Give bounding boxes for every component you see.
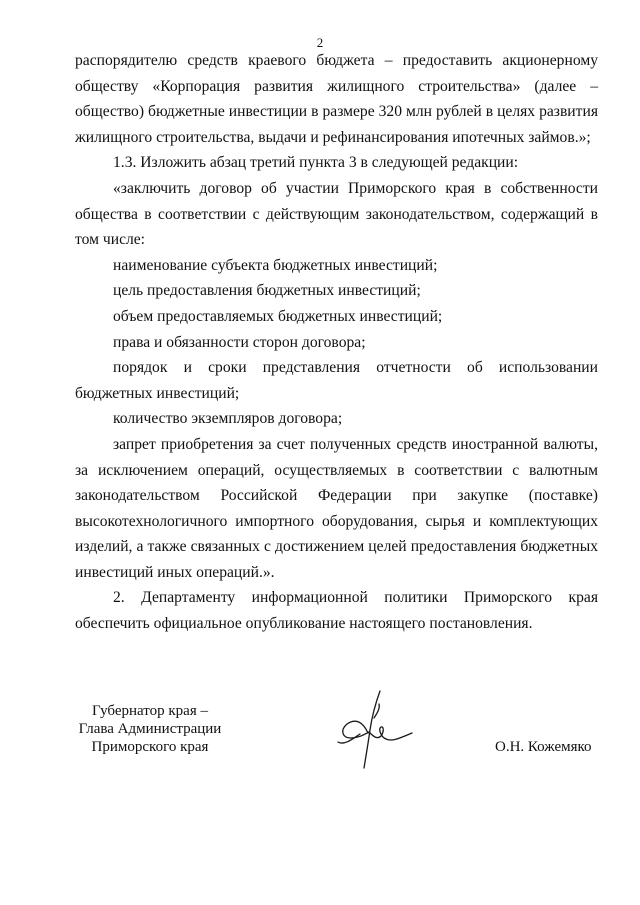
- signer-name: О.Н. Кожемяко: [495, 739, 592, 755]
- paragraph: запрет приобретения за счет полученных средств иностранной валюты, за исключением операций, осуществляемых в соответствии с валютным законодательством Российской Федерации при закупке (поставке) высокотехнологичного импортного оборудования, сырья и комплектующих изделий, а также связанных с достижением целей предоставления бюджетных инвестиций иных операций.».: [75, 435, 598, 581]
- signature-block: [0, 688, 640, 778]
- paragraph: количество экземпляров договора;: [113, 410, 343, 428]
- paragraph: права и обязанности сторон договора;: [113, 333, 366, 351]
- paragraph: распорядителю средств краевого бюджета – предоставить акционерному обществу «Корпорация развития жилищного строительства» (далее – общество) бюджетные инвестиции в размере 320 млн рублей в целях развития жилищного строительства, выдачи и рефинансирования ипотечных займов.»;: [75, 52, 598, 146]
- signer-title-line: Глава Администрации: [78, 721, 222, 737]
- paragraph: «заключить договор об участии Приморского края в собственности общества в соответствии с действующим законодательством, содержащий в том числе:: [75, 179, 598, 249]
- paragraph: порядок и сроки представления отчетности об использовании бюджетных инвестиций;: [75, 359, 598, 402]
- paragraph: цель предоставления бюджетных инвестиций;: [113, 282, 421, 300]
- paragraph: 1.3. Изложить абзац третий пункта 3 в следующей редакции:: [113, 154, 519, 172]
- signer-title-line: Приморского края: [91, 739, 209, 755]
- handwritten-signature-icon: [332, 688, 414, 770]
- paragraph: объем предоставляемых бюджетных инвестиций;: [113, 307, 443, 325]
- signer-title: [60, 702, 240, 756]
- paragraph: наименование субъекта бюджетных инвестиций;: [113, 256, 438, 274]
- document-body: [75, 48, 598, 637]
- signer-title-line: Губернатор края –: [92, 703, 208, 719]
- paragraph: 2. Департаменту информационной политики Приморского края обеспечить официальное опубликование настоящего постановления.: [75, 589, 598, 633]
- page-number: 2: [316, 35, 324, 50]
